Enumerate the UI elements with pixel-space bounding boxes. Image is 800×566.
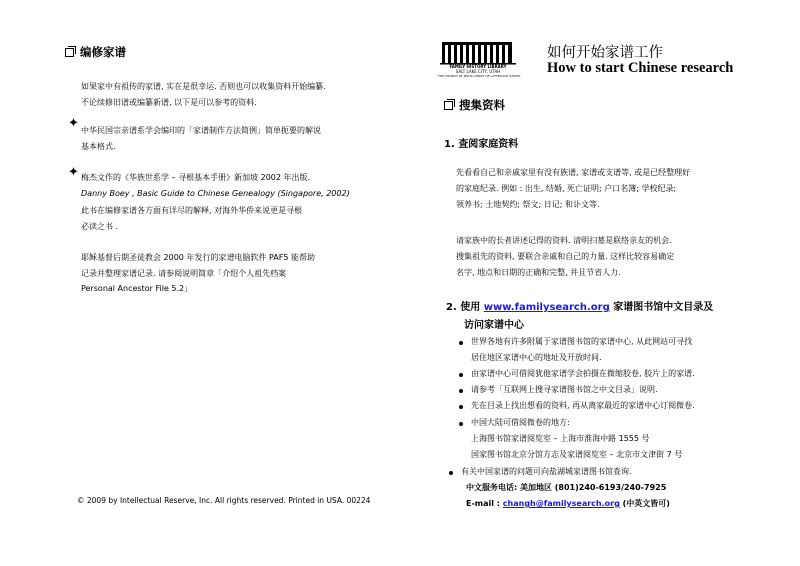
item1-line: 基本格式. [81, 142, 116, 151]
star-bullet-icon: ✦ [68, 165, 79, 180]
bullet-line: 中国大陆可借阅微卷的地方: [471, 418, 570, 427]
bullet-line: 世界各地有许多附属于家谱图书馆的家谱中心, 从此网站可寻找 [471, 337, 693, 346]
step1-title: 1. 查阅家庭资料 [444, 139, 519, 150]
logo-line1: FAMILY HISTORY LIBRARY [449, 64, 507, 69]
left-section-title: 编修家谱 [80, 45, 126, 59]
item2-line: 必读之书 . [81, 222, 119, 231]
title-chinese: 如何开始家谱工作 [547, 45, 663, 61]
item2-line: Danny Boey , Basic Guide to Chinese Genealogy (Singapore, 2002) [81, 189, 350, 198]
bullet-dot [459, 405, 463, 409]
contact-email-line [466, 498, 670, 510]
bullet-line: 国家图书馆北京分馆方志及家谱阅览室 – 北京市文津街 7 号 [471, 450, 683, 459]
logo-line2: SALT LAKE CITY, UTAH [455, 69, 501, 74]
item3-line: 记录并整理家谱记录. 请参阅说明简章「介绍个人祖先档案 [81, 269, 287, 278]
item1-line: 中华民国宗亲谱系学会编印的「家谱制作方法简例」简单扼要的解说 [81, 126, 321, 135]
item2-line: 此书在编修家谱各方面有详尽的解释, 对海外华侨来说更是寻根 [81, 206, 303, 215]
bullet-dot [459, 389, 463, 393]
step2-title-suffix: 家谱图书馆中文目录及 [609, 302, 714, 313]
section-icon [444, 101, 453, 110]
bullet-dot [459, 373, 463, 377]
item2-line: 梅杰文作的《华族世系学 – 寻根基本手册》新加坡 2002 年出版. [81, 173, 311, 182]
title-english: How to start Chinese research [547, 60, 734, 76]
step1-para1-line: 的家庭纪录. 例如 : 出生, 结婚, 死亡证明; 户口名簿; 学校纪录; [456, 184, 677, 193]
contact-email-label: E-mail : [466, 499, 503, 508]
contact-email-note: (中英文皆可) [619, 499, 670, 508]
step1-para2-line: 请家族中的长者讲述记得的资料. 清明扫墓是联络亲友的机会. [456, 236, 672, 245]
bullet-line: 有关中国家谱的问题可向盐湖城家谱图书馆查询. [461, 467, 632, 476]
bullet-dot [459, 341, 463, 345]
item3-line: Personal Ancestor File 5.2」 [81, 284, 193, 293]
family-history-library-logo [438, 40, 526, 80]
logo-line3: THE CHURCH OF JESUS CHRIST OF LATTER-DAY SAINTS [438, 74, 521, 78]
familysearch-link[interactable]: www.familysearch.org [483, 302, 610, 313]
item3-line: 耶稣基督后期圣徒教会 2000 年发行的家谱电脑软件 PAF5 能帮助 [81, 253, 316, 262]
step1-para1-line: 领养书; 土地契约; 祭文; 日记; 和讣文等. [456, 200, 600, 209]
bullet-line: 上海图书馆家谱阅览室 – 上海市淮海中路 1555 号 [471, 434, 650, 443]
section-icon [65, 48, 74, 57]
right-section-title: 搜集资料 [459, 98, 505, 112]
step2-title [446, 298, 713, 313]
bullet-dot [459, 422, 463, 426]
intro-line: 如果家中有祖传的家谱, 实在是很幸运. 否则也可以收集资料开始编纂. [81, 82, 326, 91]
step1-para2-line: 名字, 地点和日期的正确和完整, 并且节省人力. [456, 268, 621, 277]
contact-phone: 中文服务电话: 美加地区 (801)240-6193/240-7925 [466, 483, 667, 492]
bullet-line: 请参考「互联网上搜寻家谱图书馆之中文目录」说明. [471, 385, 658, 394]
bullet-dot [449, 471, 453, 475]
intro-line: 不论续修旧谱或编纂新谱, 以下是可以参考的资料. [81, 98, 257, 107]
star-bullet-icon: ✦ [68, 116, 79, 131]
bullet-line: 居住地区家谱中心的地址及开放时间. [471, 353, 602, 362]
contact-email-link[interactable]: changh@familysearch.org [502, 499, 620, 508]
bullet-line: 先在目录上找出想看的资料, 再从离家最近的家谱中心订阅微卷. [471, 401, 695, 410]
copyright-footer: © 2009 by Intellectual Reserve, Inc. All rights reserved. Printed in USA. 00224 [77, 496, 371, 505]
step1-para1-line: 先看看自己和亲戚家里有没有族谱, 家谱或支谱等, 或是已经整理好 [456, 168, 691, 177]
step2-title-line2: 访问家谱中心 [464, 320, 524, 331]
bullet-line: 由家谱中心可借阅犹他家谱学会拍摄在微缩胶卷, 胶片上的家谱. [471, 369, 695, 378]
step2-title-prefix: 2. 使用 [446, 302, 484, 313]
step1-para2-line: 搜集祖先的资料, 要联合亲戚和自己的力量. 这样比较容易确定 [456, 252, 675, 261]
